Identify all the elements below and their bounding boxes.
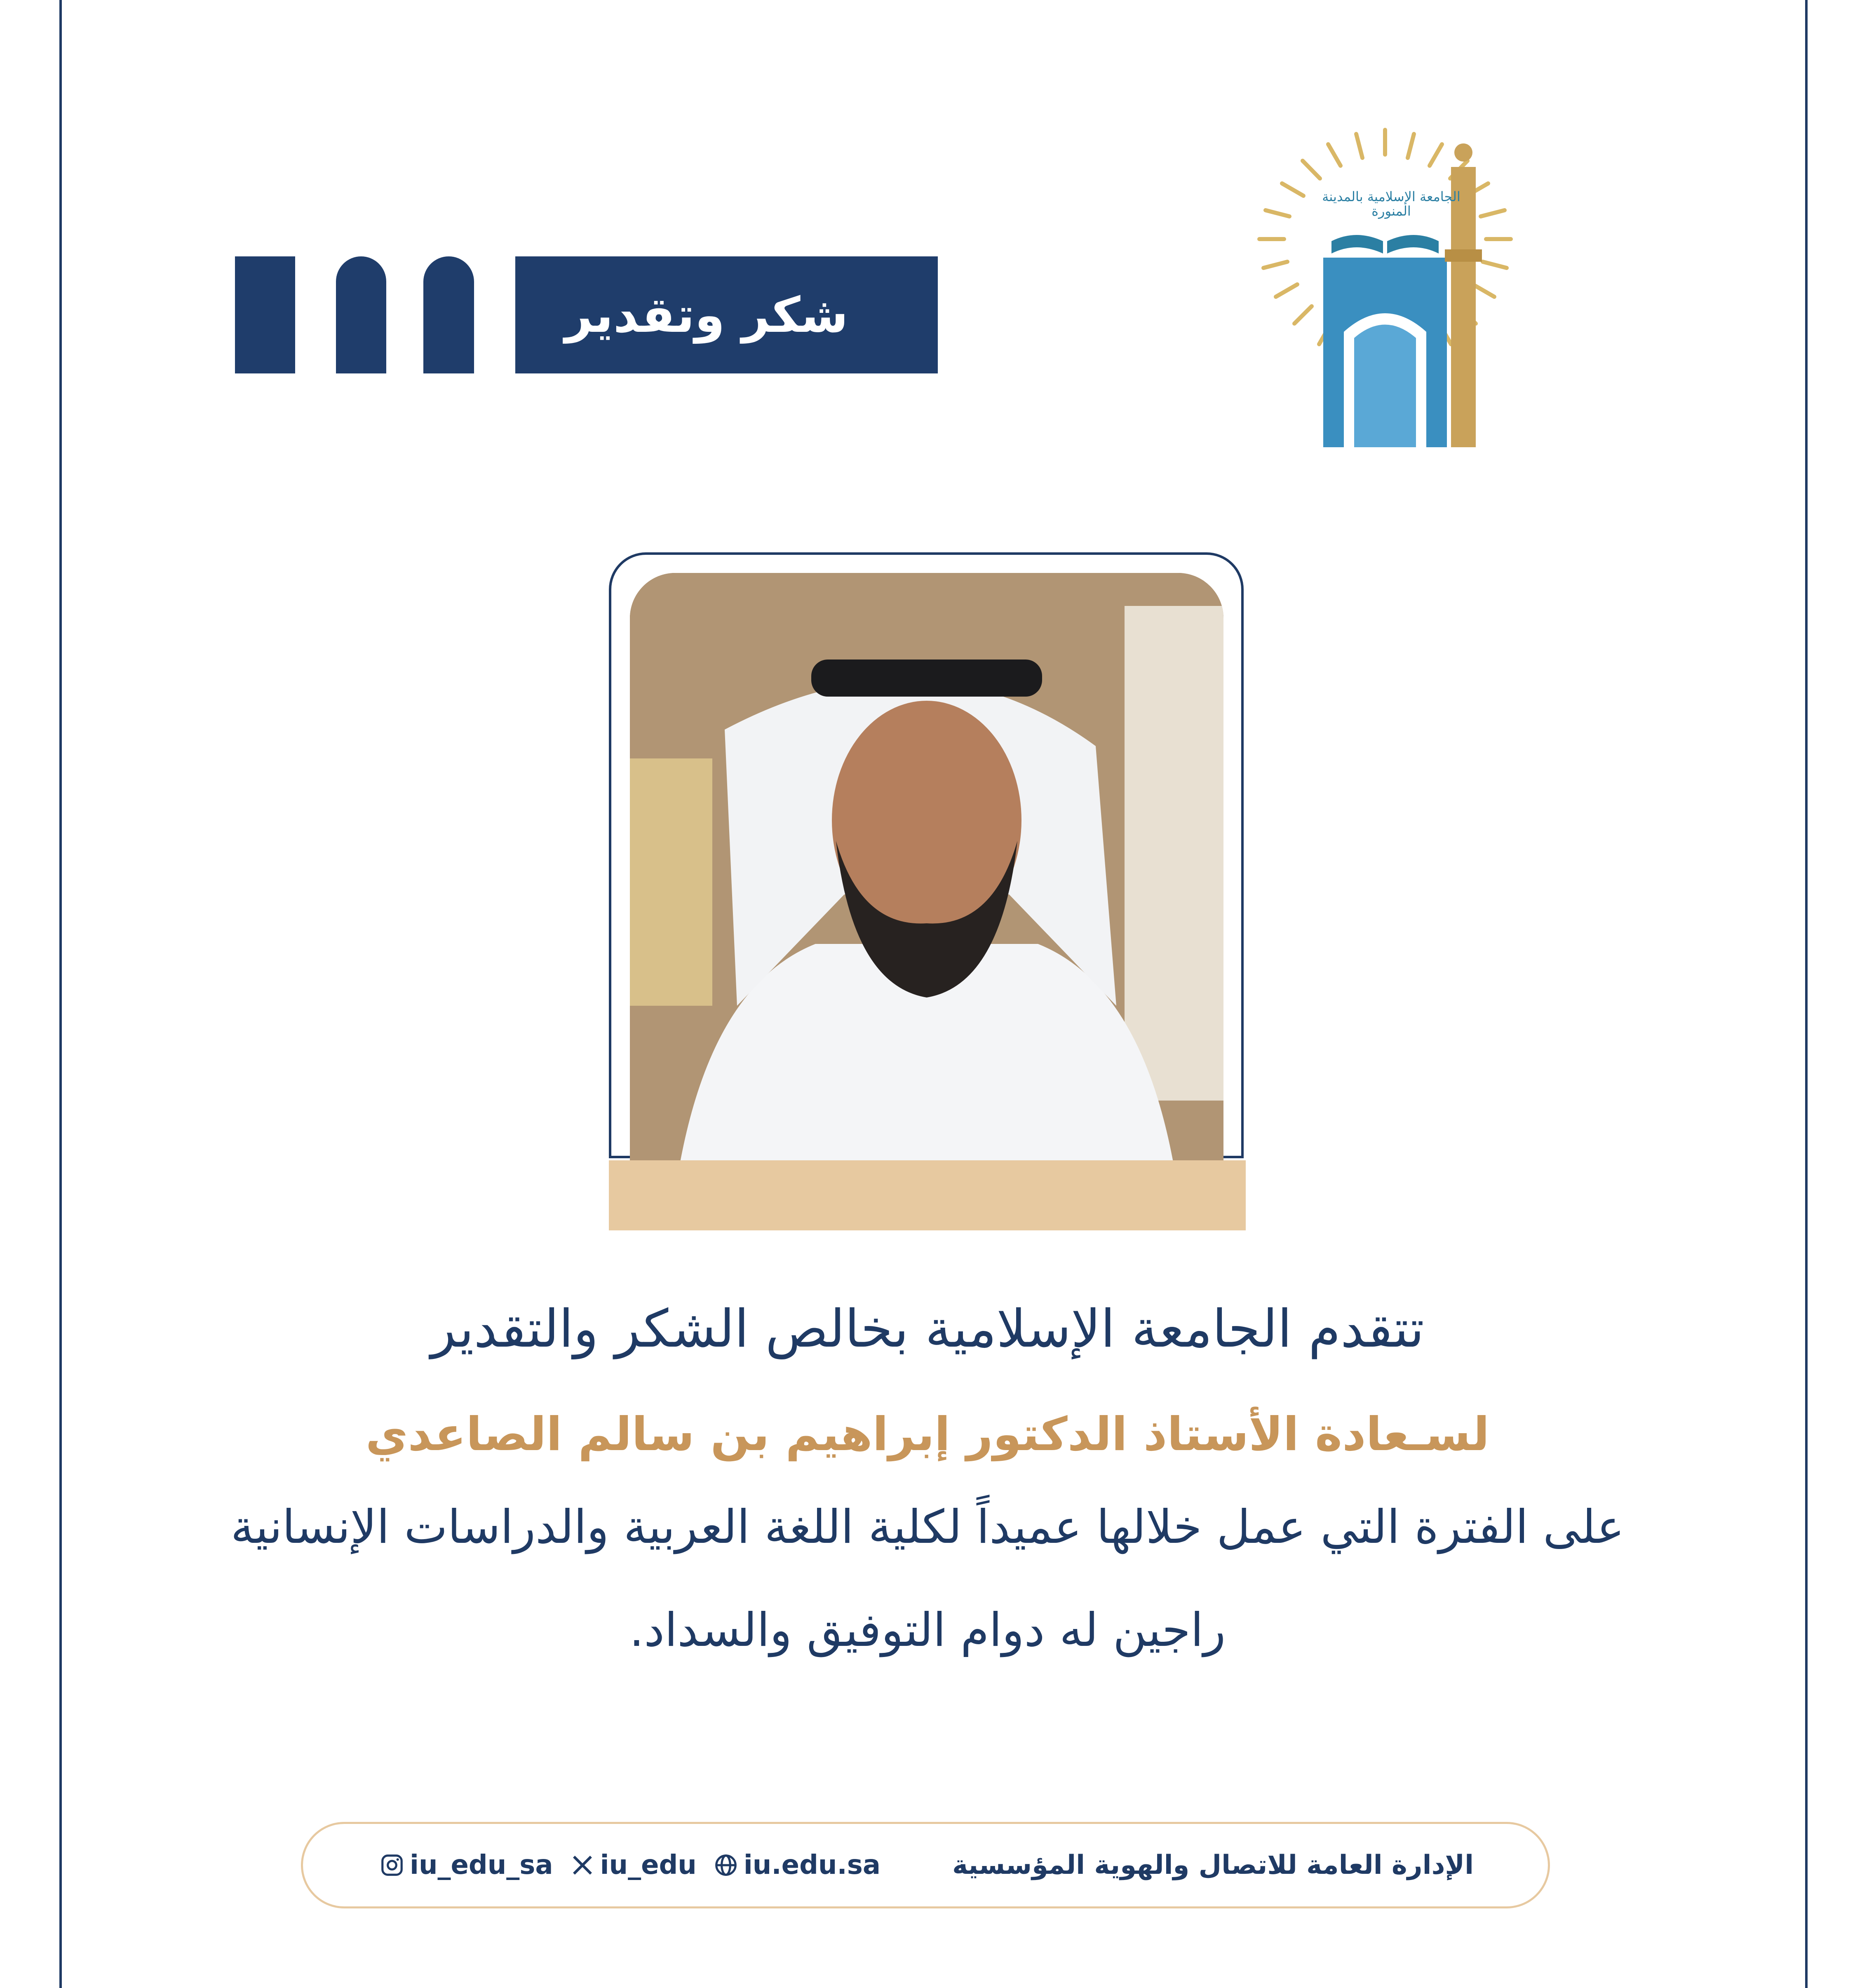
decor-arch	[336, 256, 386, 373]
x-link[interactable]	[570, 1850, 697, 1880]
portrait-illustration	[630, 573, 1223, 1167]
title-banner	[515, 256, 938, 373]
footer-bar	[301, 1822, 1550, 1908]
iu-logo-icon	[1220, 117, 1550, 455]
decor-arch	[423, 256, 474, 373]
service-line: على الفترة التي عمل خلالها عميداً لكلية اللغة العربية والدراسات الإنسانية	[230, 1500, 1625, 1554]
website-link[interactable]	[713, 1850, 881, 1880]
wishes-line: راجين له دوام التوفيق والسداد.	[629, 1603, 1226, 1657]
x-icon	[570, 1852, 595, 1878]
title-text: شكر وتقدير	[565, 286, 848, 343]
website-url: iu.edu.sa	[743, 1850, 881, 1880]
thanks-line: تتقدم الجامعة الإسلامية بخالص الشكر والتقدير	[430, 1298, 1425, 1359]
left-border-line	[59, 0, 62, 1988]
x-handle: iu_edu	[600, 1850, 697, 1880]
logo-graphic	[1220, 117, 1550, 455]
logo-calligraphy: الجامعة الإسلامية بالمدينة المنورة	[1322, 189, 1461, 219]
organization-name: الإدارة العامة للاتصال والهوية المؤسسية	[952, 1850, 1474, 1880]
right-border-line	[1805, 0, 1808, 1988]
instagram-link[interactable]	[379, 1850, 553, 1880]
portrait-photo	[630, 573, 1223, 1167]
globe-icon	[713, 1852, 739, 1878]
instagram-handle: iu_edu_sa	[410, 1850, 553, 1880]
decor-block	[235, 256, 295, 373]
instagram-icon	[379, 1852, 405, 1878]
contact-links	[379, 1850, 881, 1880]
honoree-name: لسـعادة الأستاذ الدكتور إبراهيم بن سالم الصاعدي	[365, 1408, 1490, 1461]
photo-base-strip	[609, 1160, 1246, 1230]
